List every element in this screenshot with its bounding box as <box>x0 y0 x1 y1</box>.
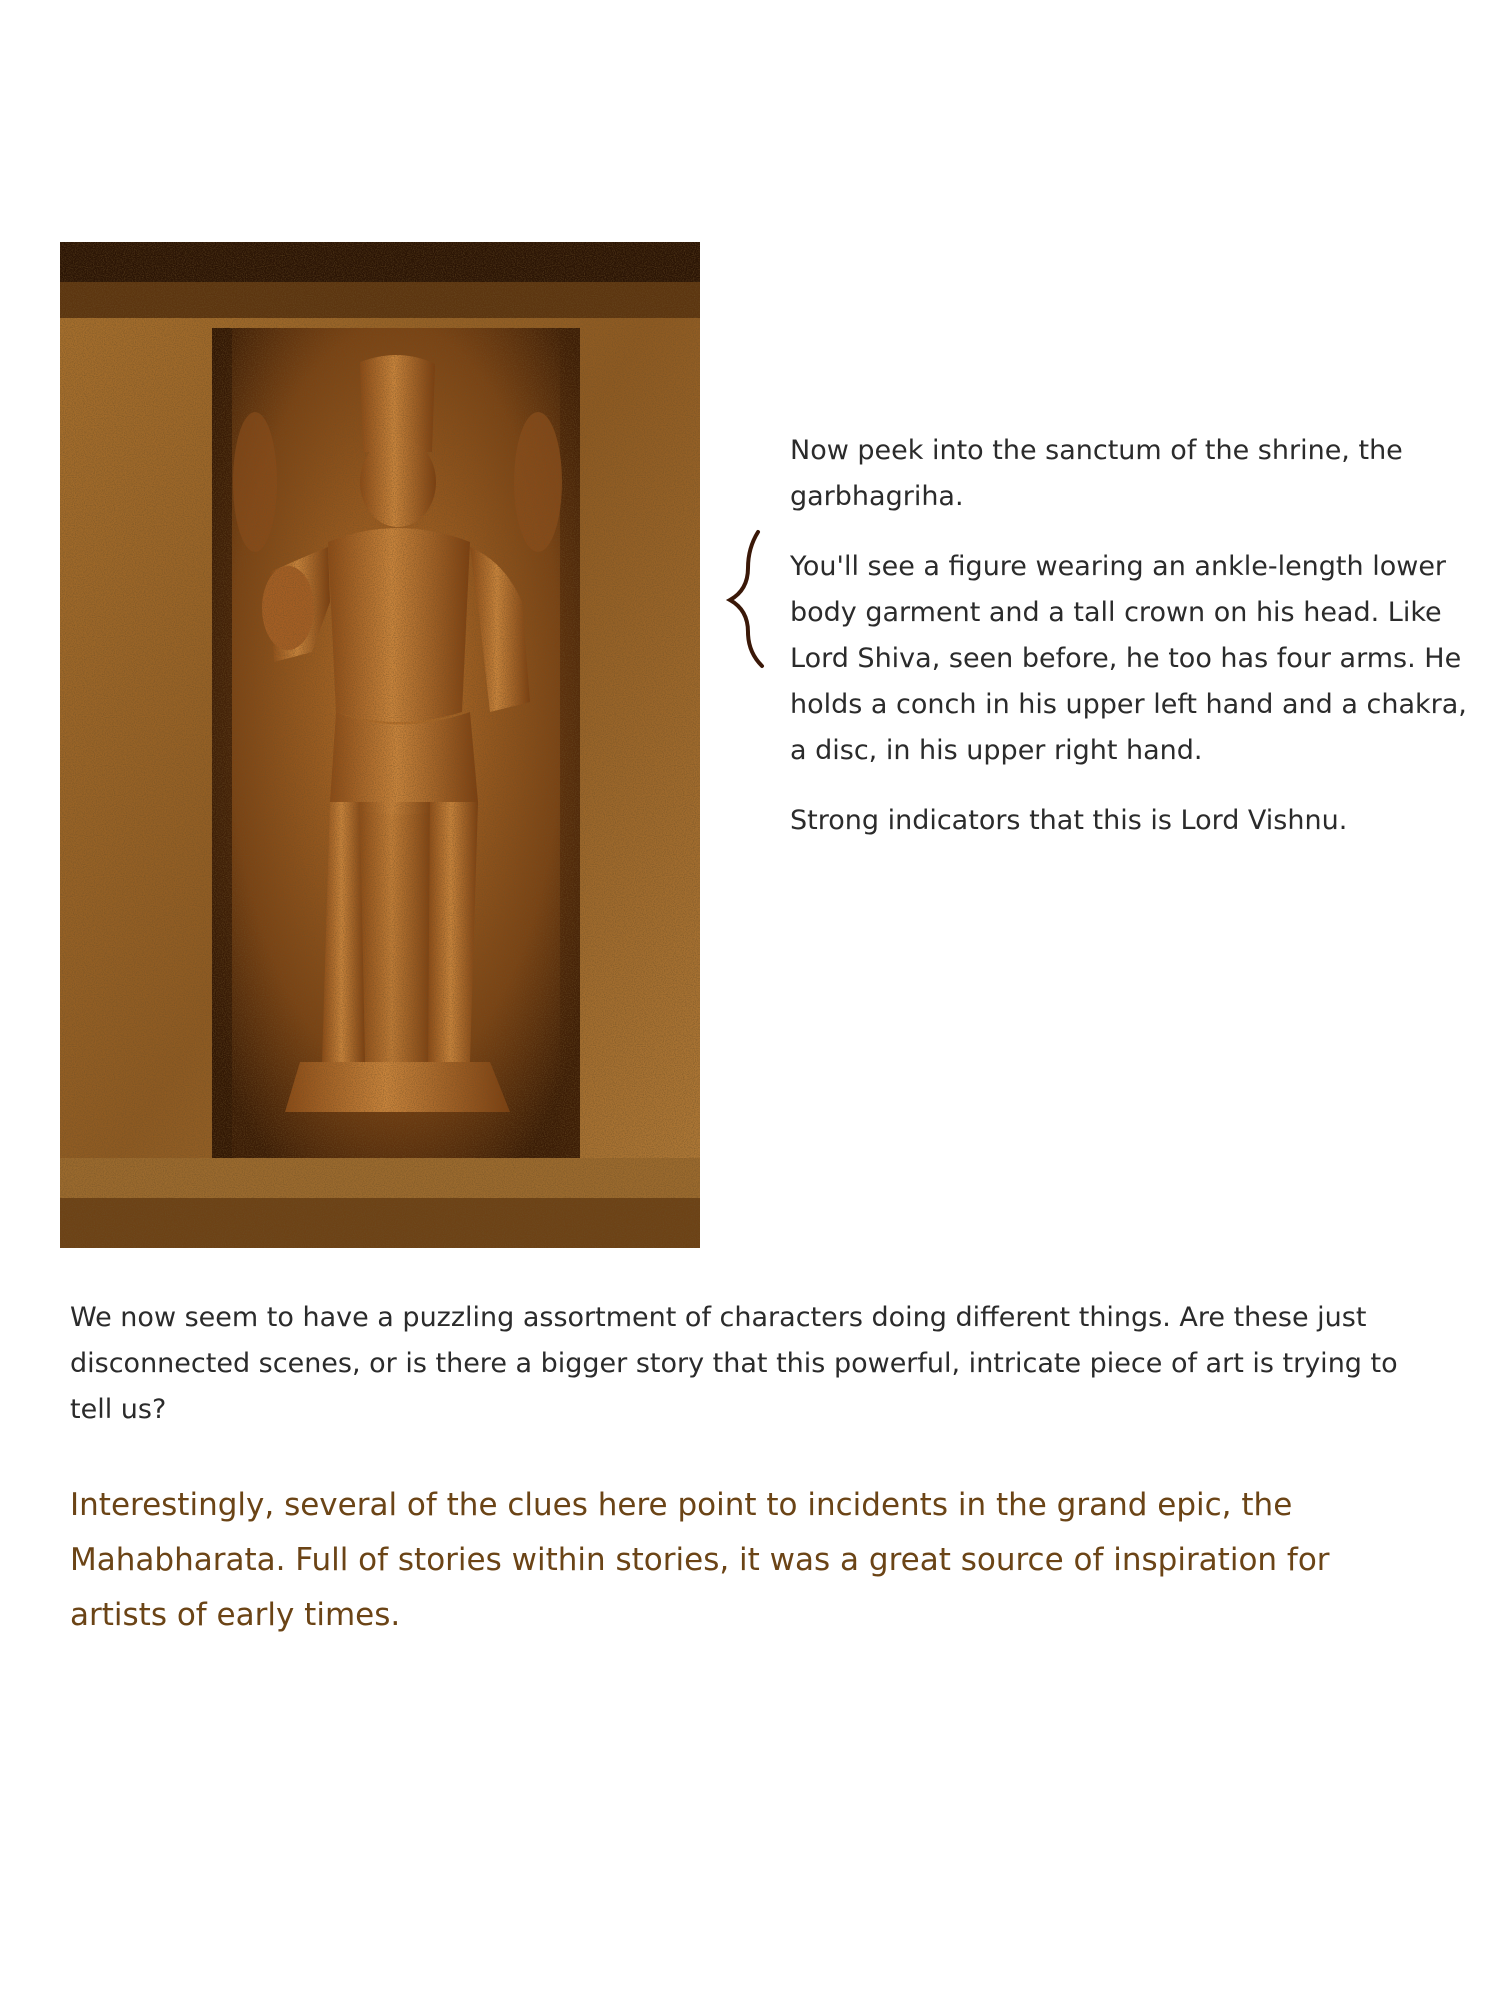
puzzle-paragraph-block <box>70 1295 1400 1433</box>
side-paragraph-3: Strong indicators that this is Lord Vishnu. <box>790 805 1348 836</box>
puzzle-paragraph: We now seem to have a puzzling assortment of characters doing different things. Are these just disconnected scenes, or is there a bigger story that this powerful, intricate piece of art is trying to tell us? <box>70 1302 1398 1425</box>
mahabharata-paragraph-block <box>70 1478 1400 1643</box>
vishnu-relief-photo <box>60 242 700 1248</box>
sanctum-description <box>790 428 1470 868</box>
curly-brace-mark <box>718 528 768 670</box>
mahabharata-paragraph: Interestingly, several of the clues here point to incidents in the grand epic, the Mahabharata. Full of stories within stories, it was a great source of inspiration for artists of early times. <box>70 1487 1330 1633</box>
side-paragraph-1: Now peek into the sanctum of the shrine, the garbhagriha. <box>790 435 1403 512</box>
side-paragraph-2: You'll see a figure wearing an ankle-length lower body garment and a tall crown on his head. Like Lord Shiva, seen before, he too has four arms. He holds a conch in his upper left hand and a chakra, a disc, in his upper right hand. <box>790 551 1467 766</box>
